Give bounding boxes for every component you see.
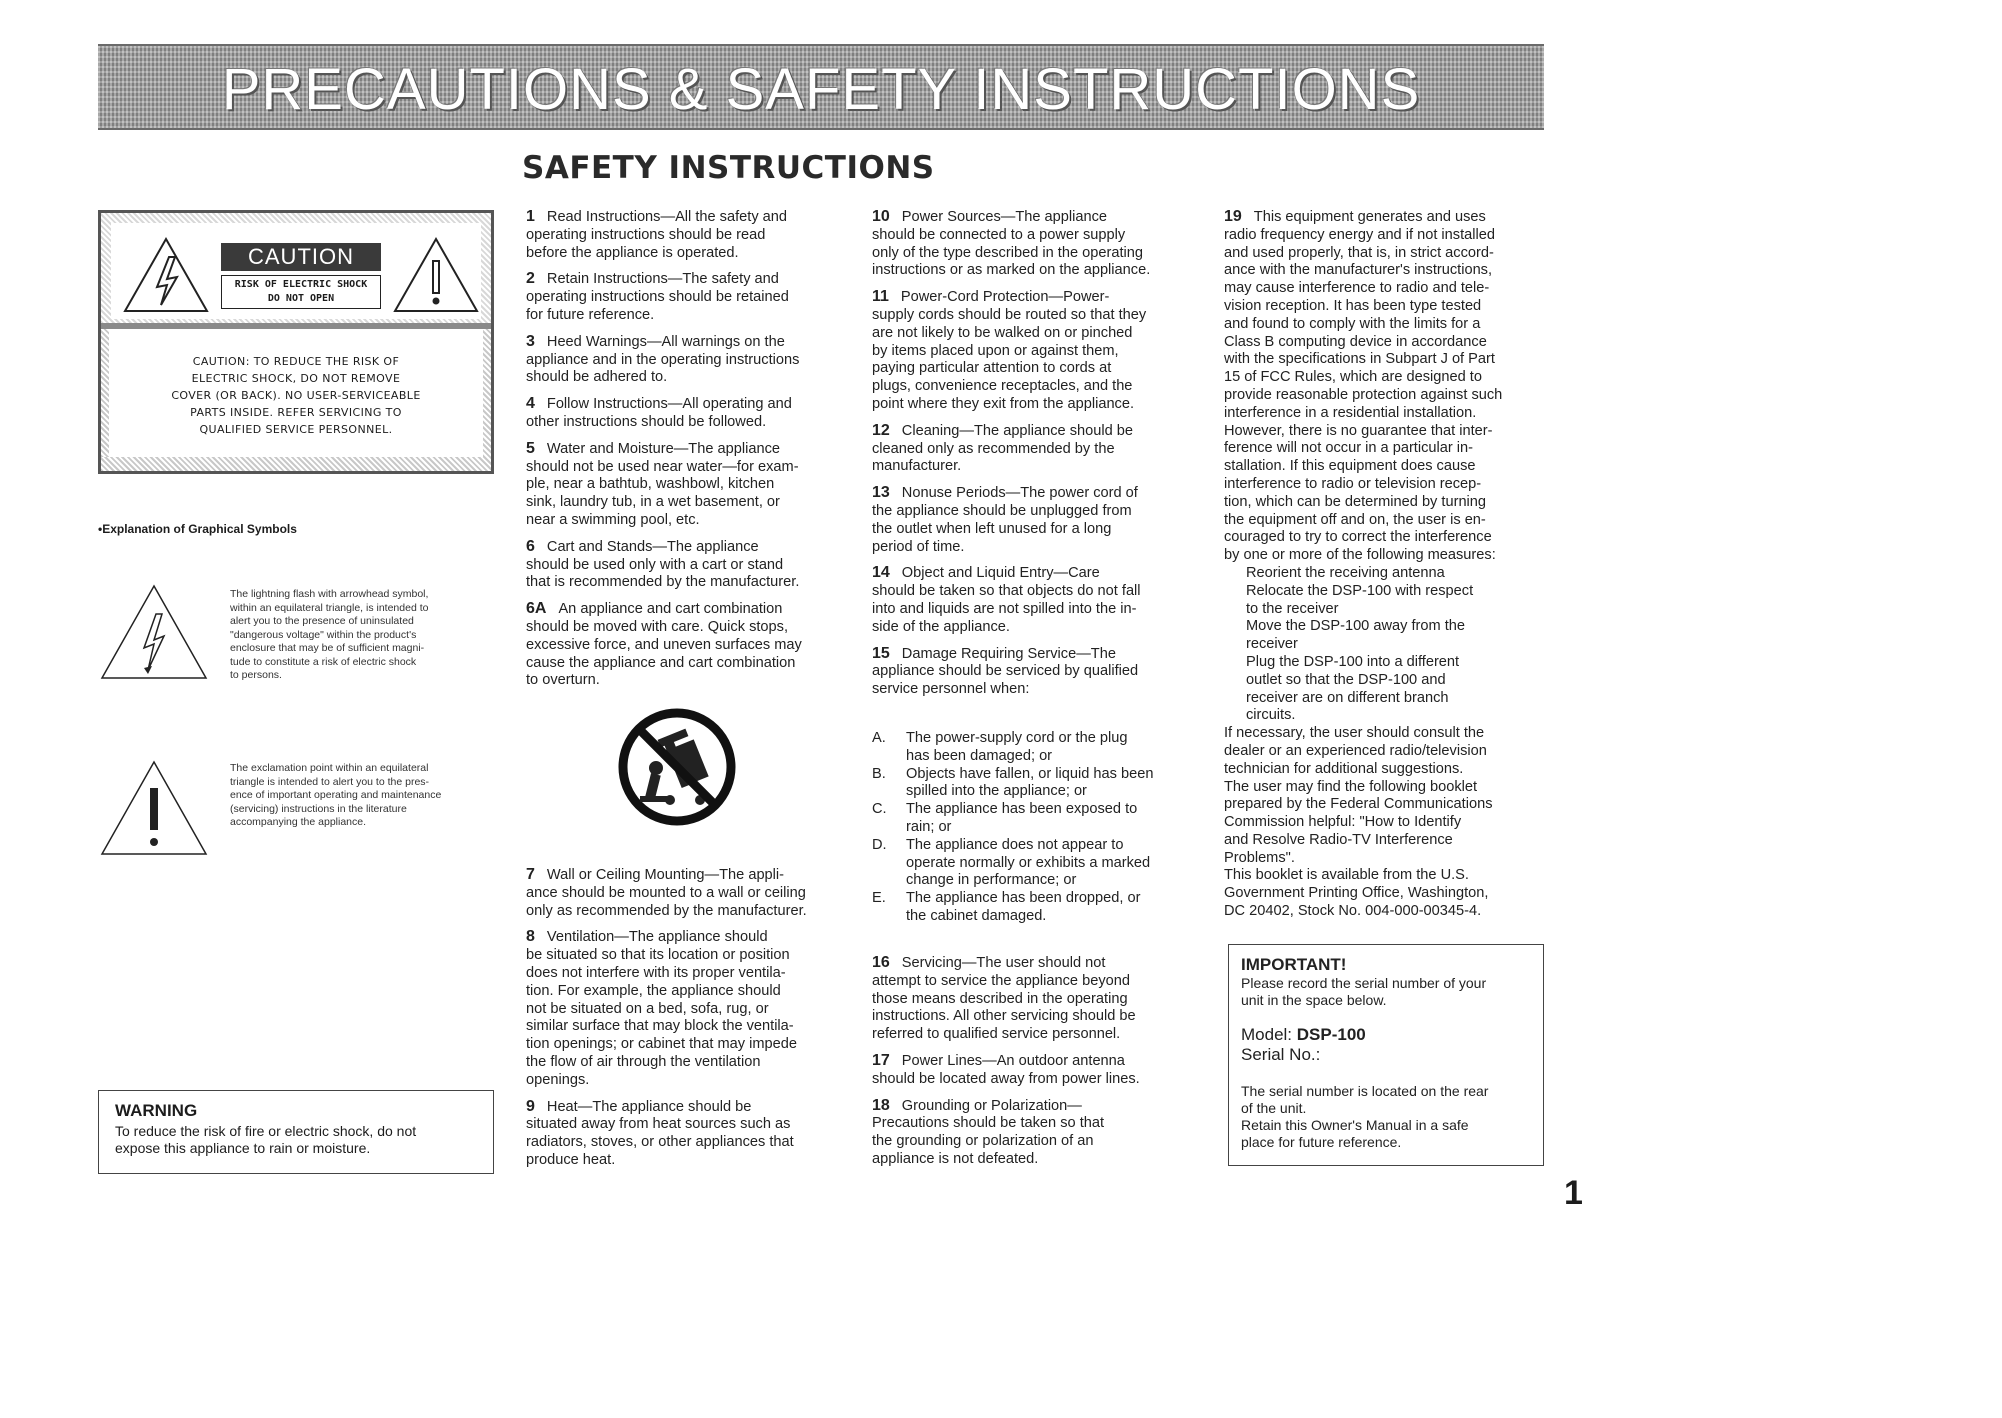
warning-text <box>115 1123 477 1157</box>
item-number: 15 <box>872 644 890 662</box>
text-line: should not be used near water—for exam- <box>526 458 799 475</box>
condition-item <box>872 837 1206 890</box>
caution-label: CAUTION <box>221 243 381 271</box>
instruction-item <box>526 600 850 690</box>
text-line: enclosure that may be of sufficient magni- <box>230 642 425 654</box>
text-line: Retain this Owner's Manual in a safe <box>1241 1117 1469 1133</box>
text-line <box>526 600 850 619</box>
text-line: only as recommended by the manufacturer. <box>526 902 807 919</box>
text-line: spilled into the appliance; or <box>906 783 1087 800</box>
text-line: tion openings; or cabinet that may impede <box>526 1036 797 1053</box>
text-line: instructions or as marked on the appliance. <box>872 262 1151 279</box>
text-line: to persons. <box>230 669 282 681</box>
measure-line: outlet so that the DSP-100 and <box>1246 671 1446 688</box>
text-line: operating instructions should be read <box>526 226 766 243</box>
item-text: Servicing—The user should not <box>901 955 1106 971</box>
text-line: and Resolve Radio-TV Interference <box>1224 831 1453 848</box>
text-line <box>526 928 850 947</box>
column-2-conditions <box>872 730 1206 926</box>
exclamation-symbol-icon <box>98 758 210 858</box>
item-number: 11 <box>872 288 889 306</box>
item-number: 6 <box>526 537 535 555</box>
item-text: Object and Liquid Entry—Care <box>901 565 1100 582</box>
important-note <box>1241 1083 1531 1151</box>
text-line: not be situated on a bed, sofa, rug, or <box>526 1000 769 1017</box>
text-line: near a swimming pool, etc. <box>526 511 700 528</box>
text-line: manufacturer. <box>872 458 962 475</box>
exclamation-symbol-description <box>230 762 441 830</box>
text-line: sink, laundry tub, in a wet basement, or <box>526 494 780 511</box>
item-number: 13 <box>872 484 890 502</box>
text-line: Please record the serial number of your <box>1241 975 1487 991</box>
caution-text-line: CAUTION: TO REDUCE THE RISK OF <box>192 355 400 368</box>
text-line <box>872 1097 1206 1116</box>
text-line: To reduce the risk of fire or electric shock, do not <box>115 1123 417 1139</box>
text-line: those means described in the operating <box>872 990 1128 1007</box>
caution-frame-right <box>483 329 491 457</box>
text-line: may cause interference to radio and tele- <box>1224 280 1490 297</box>
text-line: similar surface that may block the ventila- <box>526 1018 794 1035</box>
text-line: attempt to service the appliance beyond <box>872 972 1130 989</box>
instruction-item <box>872 564 1206 636</box>
condition-letter: D. <box>872 836 887 853</box>
text-line: supply cords should be routed so that they <box>872 306 1147 323</box>
text-line: should be taken so that objects do not fall <box>872 583 1141 600</box>
item-text: Ventilation—The appliance should <box>546 929 768 946</box>
text-line: does not interfere with its proper ventila- <box>526 964 786 981</box>
text-line: should be adhered to. <box>526 369 668 386</box>
important-title: IMPORTANT! <box>1241 955 1347 974</box>
text-line: ence of important operating and maintenance <box>230 789 442 801</box>
item-text: Heat—The appliance should be <box>546 1098 752 1115</box>
risk-line-1: RISK OF ELECTRIC SHOCK <box>234 279 368 290</box>
caution-frame <box>101 213 491 329</box>
text-line: ance with the manufacturer's instructions, <box>1224 262 1493 279</box>
text-line: Commission helpful: "How to Identify <box>1224 814 1462 831</box>
text-line <box>872 288 1206 307</box>
item-text: This equipment generates and uses <box>1253 209 1486 225</box>
warning-title: WARNING <box>115 1101 198 1120</box>
text-line: situated away from heat sources such as <box>526 1116 791 1133</box>
text-line: interference in a residential installation. <box>1224 404 1477 421</box>
text-line: by items placed upon or against them, <box>872 342 1119 359</box>
text-line <box>526 1098 850 1117</box>
condition-letter: B. <box>872 765 886 782</box>
item-text: An appliance and cart combination <box>558 601 783 618</box>
text-line: interference to radio or television recep- <box>1224 475 1482 492</box>
text-line: appliance should be serviced by qualified <box>872 663 1139 680</box>
exclamation-triangle-icon <box>391 235 481 315</box>
text-line: tion, which can be determined by turning <box>1224 493 1487 510</box>
text-line: The appliance has been exposed to <box>906 801 1138 818</box>
important-intro <box>1241 975 1531 1009</box>
text-line: The serial number is located on the rear <box>1241 1083 1489 1099</box>
item-text: Cart and Stands—The appliance <box>546 538 759 555</box>
text-line: alert you to the presence of uninsulated <box>230 615 414 627</box>
text-line: cleaned only as recommended by the <box>872 440 1115 457</box>
text-line: 15 of FCC Rules, which are designed to <box>1224 369 1482 386</box>
text-line: Precautions should be taken so that <box>872 1115 1105 1132</box>
item-text: Grounding or Polarization— <box>901 1097 1082 1114</box>
measure-line: Relocate the DSP-100 with respect <box>1246 582 1474 599</box>
text-line: tion. For example, the appliance should <box>526 982 781 999</box>
text-line: before the appliance is operated. <box>526 244 739 261</box>
caution-text <box>115 353 477 438</box>
text-line: within an equilateral triangle, is intended to <box>230 601 429 614</box>
text-line: accompanying the appliance. <box>230 816 367 828</box>
caution-text-line: PARTS INSIDE. REFER SERVICING TO <box>190 406 402 419</box>
important-box <box>1228 944 1544 1166</box>
instruction-item <box>526 928 850 1089</box>
text-line: should be used only with a cart or stand <box>526 556 784 573</box>
text-line: ference will not occur in a particular in- <box>1224 440 1474 457</box>
text-line: should be connected to a power supply <box>872 226 1126 243</box>
caution-text-line: QUALIFIED SERVICE PERSONNEL. <box>199 423 393 436</box>
text-line: the outlet when left unused for a long <box>872 520 1112 537</box>
text-line: tude to constitute a risk of electric shock <box>230 655 417 668</box>
text-line: the equipment off and on, the user is en- <box>1224 511 1486 528</box>
risk-line-2: DO NOT OPEN <box>267 293 335 304</box>
item-number: 5 <box>526 439 535 457</box>
text-line: prepared by the Federal Communications <box>1224 796 1493 813</box>
item-number: 2 <box>526 270 535 288</box>
text-line: paying particular attention to cords at <box>872 360 1112 377</box>
text-line: change in performance; or <box>906 872 1077 889</box>
measure-line: to the receiver <box>1246 600 1339 617</box>
text-line: ple, near a bathtub, washbowl, kitchen <box>526 476 775 493</box>
text-line: point where they exit from the appliance. <box>872 395 1135 412</box>
text-line <box>872 564 1206 583</box>
column-2-lower <box>872 954 1206 1177</box>
instruction-item <box>872 484 1206 556</box>
text-line: by one or more of the following measures: <box>1224 547 1496 564</box>
text-line: The power-supply cord or the plug <box>906 730 1128 746</box>
serial-number-label: Serial No.: <box>1241 1045 1321 1064</box>
text-line: of the unit. <box>1241 1100 1307 1116</box>
instruction-item <box>1224 208 1554 921</box>
lightning-triangle-icon <box>121 235 211 315</box>
text-line <box>526 208 850 227</box>
text-line: technician for additional suggestions. <box>1224 760 1464 777</box>
text-line: radiators, stoves, or other appliances that <box>526 1134 794 1151</box>
item-number: 17 <box>872 1051 890 1069</box>
text-line: period of time. <box>872 538 965 555</box>
measure-line: circuits. <box>1246 707 1296 724</box>
text-line <box>872 422 1206 441</box>
text-line: has been damaged; or <box>906 747 1053 764</box>
text-line: couraged to try to correct the interference <box>1224 529 1492 546</box>
text-line: provide reasonable protection against such <box>1224 386 1503 403</box>
text-line: If necessary, the user should consult the <box>1224 725 1485 742</box>
item-number: 6A <box>526 600 547 618</box>
text-line: The exclamation point within an equilateral <box>230 762 429 774</box>
text-line: triangle is intended to alert you to the pres- <box>230 775 430 788</box>
caution-header <box>111 223 481 319</box>
text-line: stallation. If this equipment does cause <box>1224 458 1476 475</box>
text-line: expose this appliance to rain or moisture. <box>115 1140 371 1156</box>
text-line <box>526 333 850 352</box>
text-line: However, there is no guarantee that inter- <box>1224 422 1493 439</box>
item-number: 12 <box>872 421 890 439</box>
instruction-item <box>872 422 1206 476</box>
condition-letter: A. <box>872 730 886 746</box>
text-line: cause the appliance and cart combination <box>526 654 796 671</box>
item-number: 19 <box>1224 208 1242 225</box>
text-line: the flow of air through the ventilation <box>526 1053 761 1070</box>
text-line: radio frequency energy and if not installed <box>1224 226 1495 243</box>
condition-letter: E. <box>872 890 886 907</box>
condition-item <box>872 890 1206 926</box>
text-line: the cabinet damaged. <box>906 907 1047 924</box>
text-line: other instructions should be followed. <box>526 413 767 430</box>
measure-line: Move the DSP-100 away from the <box>1246 618 1466 635</box>
text-line: that is recommended by the manufacturer. <box>526 574 800 591</box>
text-line: for future reference. <box>526 306 655 323</box>
instruction-item <box>872 1097 1206 1169</box>
instruction-item <box>526 333 850 387</box>
item-number: 9 <box>526 1097 535 1115</box>
text-line <box>872 208 1206 227</box>
item-text: Damage Requiring Service—The <box>901 645 1116 662</box>
text-line <box>872 1052 1206 1071</box>
instruction-item <box>872 954 1206 1044</box>
item-number: 10 <box>872 208 890 225</box>
item-number: 3 <box>526 332 535 350</box>
condition-text <box>906 766 1153 802</box>
caution-text-line: ELECTRIC SHOCK, DO NOT REMOVE <box>191 372 401 385</box>
text-line: ance should be mounted to a wall or ceiling <box>526 884 806 901</box>
condition-item <box>872 730 1206 766</box>
measure-line: receiver are on different branch <box>1246 689 1449 706</box>
measure-line: receiver <box>1246 636 1298 653</box>
text-line: side of the appliance. <box>872 618 1010 635</box>
item-text: Wall or Ceiling Mounting—The appli- <box>546 867 785 883</box>
item-text: Retain Instructions—The safety and <box>546 271 779 288</box>
caution-text-line: COVER (OR BACK). NO USER-SERVICEABLE <box>171 389 421 402</box>
text-line: The appliance has been dropped, or <box>906 890 1141 907</box>
instruction-item <box>526 1098 850 1170</box>
item-text: Follow Instructions—All operating and <box>546 396 792 413</box>
text-line: operate normally or exhibits a marked <box>906 854 1151 871</box>
column-3 <box>1224 208 1554 921</box>
instruction-item <box>872 208 1206 280</box>
instruction-item <box>526 270 850 324</box>
text-line: unit in the space below. <box>1241 992 1387 1008</box>
warning-box <box>98 1090 494 1174</box>
item-text: Water and Moisture—The appliance <box>546 440 780 457</box>
instruction-item <box>526 538 850 592</box>
text-line: only of the type described in the operating <box>872 244 1143 261</box>
cart-overturn-warning-icon <box>618 708 736 826</box>
text-line: and found to comply with the limits for a <box>1224 315 1481 332</box>
item-number: 16 <box>872 954 890 971</box>
text-line: plugs, convenience receptacles, and the <box>872 378 1133 395</box>
instruction-item <box>872 1052 1206 1089</box>
text-line: The lightning flash with arrowhead symbol, <box>230 588 429 600</box>
instruction-item <box>526 395 850 432</box>
item-text: Nonuse Periods—The power cord of <box>901 485 1138 502</box>
text-line <box>526 440 850 459</box>
text-line: should be moved with care. Quick stops, <box>526 618 789 635</box>
text-line: "dangerous voltage" within the product's <box>230 628 417 641</box>
lightning-symbol-icon <box>98 582 210 682</box>
text-line: the grounding or polarization of an <box>872 1133 1094 1150</box>
text-line: place for future reference. <box>1241 1134 1402 1150</box>
text-line: operating instructions should be retained <box>526 289 789 306</box>
text-line: Problems". <box>1224 849 1295 866</box>
item-number: 7 <box>526 866 535 883</box>
model-label: Model: <box>1241 1025 1297 1044</box>
text-line: be situated so that its location or position <box>526 947 790 964</box>
title-banner <box>98 44 1544 130</box>
text-line: appliance is not defeated. <box>872 1150 1039 1167</box>
text-line: referred to qualified service personnel. <box>872 1026 1121 1043</box>
condition-text <box>906 801 1137 837</box>
text-line: The user may find the following booklet <box>1224 778 1478 795</box>
item-number: 1 <box>526 208 535 225</box>
text-line: dealer or an experienced radio/television <box>1224 742 1487 759</box>
text-line: instructions. All other servicing should be <box>872 1008 1136 1025</box>
text-line <box>872 645 1206 664</box>
condition-item <box>872 766 1206 802</box>
text-line: DC 20402, Stock No. 004-000-00345-4. <box>1224 903 1482 920</box>
text-line: appliance and in the operating instructions <box>526 351 800 368</box>
condition-text <box>906 837 1150 890</box>
text-line <box>526 395 850 414</box>
item-text: Power Sources—The appliance <box>901 209 1108 225</box>
condition-item <box>872 801 1206 837</box>
text-line: Class B computing device in accordance <box>1224 333 1487 350</box>
column-1-upper <box>526 208 850 698</box>
text-line <box>526 538 850 557</box>
text-line <box>526 270 850 289</box>
text-line: produce heat. <box>526 1151 616 1168</box>
model-line <box>1241 1025 1531 1045</box>
text-line: to overturn. <box>526 672 600 689</box>
text-line <box>526 866 850 885</box>
text-line: the appliance should be unplugged from <box>872 502 1132 519</box>
text-line <box>872 484 1206 503</box>
item-text: Power-Cord Protection—Power- <box>900 289 1110 306</box>
instruction-item <box>526 866 850 920</box>
item-number: 8 <box>526 928 535 946</box>
caution-box <box>98 210 494 474</box>
text-line: excessive force, and uneven surfaces may <box>526 636 802 653</box>
item-number: 18 <box>872 1096 890 1114</box>
lightning-symbol-description <box>230 588 428 683</box>
text-line: service personnel when: <box>872 681 1030 698</box>
instruction-item <box>526 208 850 262</box>
page-number: 1 <box>1564 1174 1583 1212</box>
column-2-upper <box>872 208 1206 707</box>
caution-frame-left <box>101 329 109 457</box>
condition-text <box>906 890 1140 926</box>
text-line: and used properly, that is, in strict accord- <box>1224 244 1494 261</box>
instruction-item <box>872 645 1206 699</box>
safety-instructions-heading: SAFETY INSTRUCTIONS <box>522 150 935 186</box>
text-line: Government Printing Office, Washington, <box>1224 885 1489 902</box>
model-value: DSP-100 <box>1296 1025 1366 1044</box>
column-1-lower <box>526 866 850 1178</box>
risk-of-shock-label <box>221 275 381 309</box>
explanation-heading: •Explanation of Graphical Symbols <box>98 522 297 536</box>
measure-line: Reorient the receiving antenna <box>1246 564 1445 581</box>
instruction-item <box>526 440 850 530</box>
text-line: openings. <box>526 1071 590 1088</box>
instruction-item <box>872 288 1206 414</box>
item-text: Cleaning—The appliance should be <box>901 422 1134 439</box>
item-text: Read Instructions—All the safety and <box>546 209 788 225</box>
measure-line: Plug the DSP-100 into a different <box>1246 653 1460 670</box>
item-text: Power Lines—An outdoor antenna <box>901 1052 1125 1069</box>
text-line: with the specifications in Subpart J of Part <box>1224 351 1495 368</box>
item-text: Heed Warnings—All warnings on the <box>546 333 785 350</box>
text-line: vision reception. It has been type tested <box>1224 297 1482 314</box>
item-number: 4 <box>526 395 535 413</box>
text-line: (servicing) instructions in the literature <box>230 802 407 815</box>
text-line: This booklet is available from the U.S. <box>1224 867 1469 884</box>
text-line <box>1224 208 1554 227</box>
text-line <box>872 954 1206 973</box>
caution-frame-bottom <box>101 457 491 471</box>
text-line: The appliance does not appear to <box>906 836 1124 853</box>
text-line: rain; or <box>906 818 952 835</box>
item-number: 14 <box>872 564 890 582</box>
condition-text <box>906 730 1127 766</box>
condition-letter: C. <box>872 801 887 818</box>
text-line: into and liquids are not spilled into the in- <box>872 600 1137 617</box>
text-line: are not likely to be walked on or pinched <box>872 324 1133 341</box>
text-line: Objects have fallen, or liquid has been <box>906 765 1154 782</box>
banner-title: PRECAUTIONS & SAFETY INSTRUCTIONS <box>221 57 1421 122</box>
text-line: should be located away from power lines. <box>872 1070 1140 1087</box>
